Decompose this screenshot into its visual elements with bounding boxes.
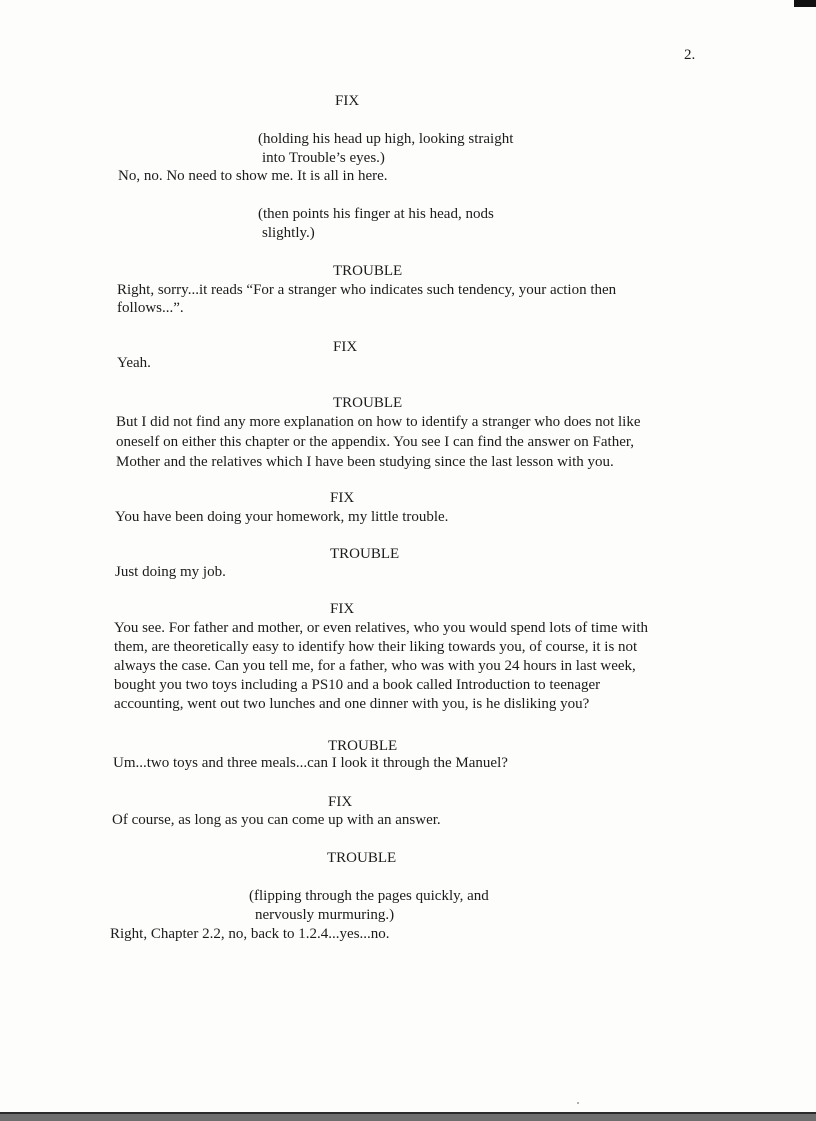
- dialogue-line: Yeah.: [117, 355, 151, 371]
- dialogue-line: always the case. Can you tell me, for a father, who was with you 24 hours in last week,: [114, 658, 636, 674]
- speaker-fix: FIX: [328, 794, 353, 810]
- dialogue-line: Just doing my job.: [115, 564, 226, 580]
- scan-corner-mark: [794, 0, 816, 7]
- dialogue-line: Um...two toys and three meals...can I look it through the Manuel?: [113, 755, 508, 771]
- parenthetical-line: nervously murmuring.): [255, 907, 395, 923]
- dialogue-line: No, no. No need to show me. It is all in here.: [118, 168, 388, 184]
- dialogue-line: Mother and the relatives which I have been studying since the last lesson with you.: [116, 454, 614, 470]
- parenthetical-line: (holding his head up high, looking straight: [258, 131, 514, 147]
- speaker-fix: FIX: [330, 601, 355, 617]
- speaker-fix: FIX: [330, 490, 355, 506]
- parenthetical-line: slightly.): [262, 225, 315, 241]
- speaker-trouble: TROUBLE: [328, 738, 398, 754]
- speaker-fix: FIX: [335, 93, 360, 109]
- dialogue-line: oneself on either this chapter or the appendix. You see I can find the answer on Father,: [116, 434, 634, 450]
- parenthetical-line: (then points his finger at his head, nods: [258, 206, 494, 222]
- dialogue-line: Right, sorry...it reads “For a stranger who indicates such tendency, your action then: [117, 282, 617, 298]
- speaker-fix: FIX: [333, 339, 358, 355]
- parenthetical-line: into Trouble’s eyes.): [262, 150, 385, 166]
- speaker-trouble: TROUBLE: [330, 546, 400, 562]
- page-number: 2.: [684, 47, 696, 63]
- speaker-trouble: TROUBLE: [333, 263, 403, 279]
- dialogue-line: Right, Chapter 2.2, no, back to 1.2.4...yes...no.: [110, 926, 390, 942]
- dialogue-line: bought you two toys including a PS10 and a book called Introduction to teenager: [114, 677, 601, 693]
- scan-speck: [577, 1102, 579, 1104]
- scan-bottom-edge: [0, 1114, 816, 1121]
- dialogue-line: them, are theoretically easy to identify how their liking towards you, of course, it is not: [114, 639, 638, 655]
- dialogue-line: accounting, went out two lunches and one dinner with you, is he disliking you?: [114, 696, 590, 712]
- dialogue-line: follows...”.: [117, 300, 184, 316]
- dialogue-line: But I did not find any more explanation on how to identify a stranger who does not like: [116, 414, 641, 430]
- dialogue-line: You see. For father and mother, or even relatives, who you would spend lots of time with: [114, 620, 649, 636]
- speaker-trouble: TROUBLE: [333, 395, 403, 411]
- parenthetical-line: (flipping through the pages quickly, and: [249, 888, 489, 904]
- dialogue-line: You have been doing your homework, my little trouble.: [115, 509, 449, 525]
- speaker-trouble: TROUBLE: [327, 850, 397, 866]
- dialogue-line: Of course, as long as you can come up with an answer.: [112, 812, 441, 828]
